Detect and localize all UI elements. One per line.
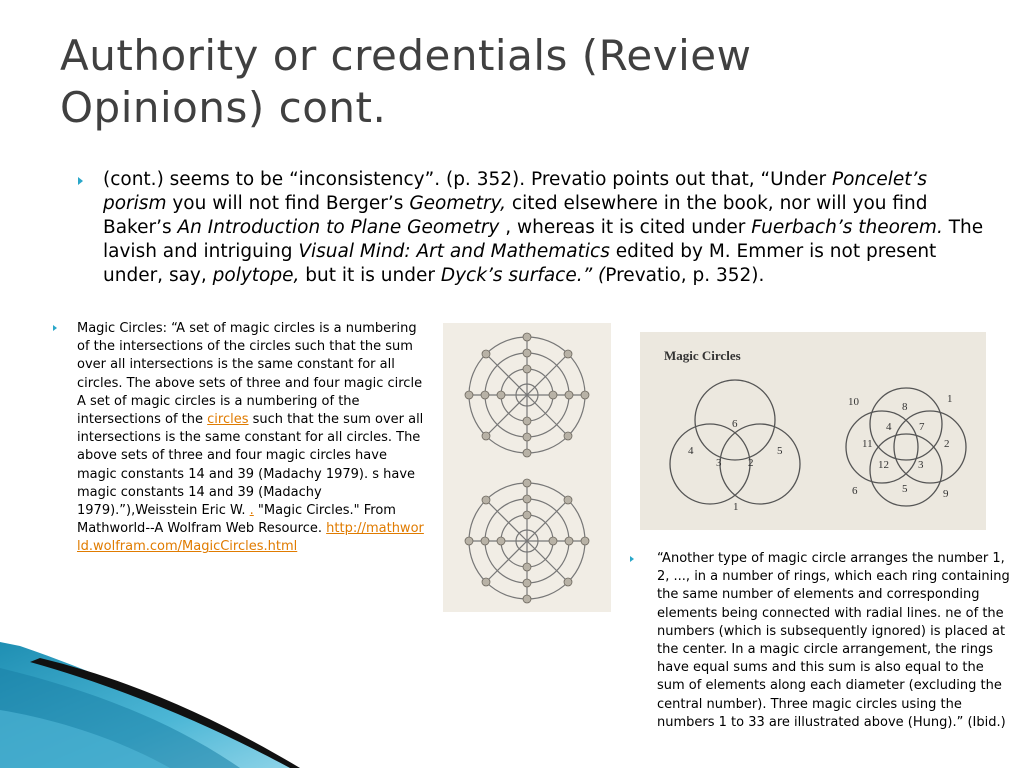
text-run: , whereas it is cited under: [499, 217, 752, 238]
text-run: such that the sum over all intersections is the same constant for all circles. The above sets of three and four magic circles have magic constants 14 and 39 (Madachy 1979). s have magic constants 14 and 39 (Madachy 1979).”),Weisstein Eric W.: [77, 412, 424, 519]
bullet-arrow-icon: [630, 556, 634, 562]
text-run: you will not find Berger’s: [166, 193, 410, 214]
label-4c: 11: [862, 438, 873, 450]
label-3c: 4: [688, 445, 694, 457]
main-bullet-text: [103, 168, 993, 288]
label-4c: 10: [848, 396, 859, 408]
label-3c: 3: [716, 457, 722, 469]
label-4c: 1: [947, 393, 953, 405]
label-4c: 9: [943, 488, 949, 500]
another-magic-circle-text: “Another type of magic circle arranges the number 1, 2, ..., in a number of rings, which each ring containing the same number of elements and corresponding elements being connected with radial lines. ne of the numbers (which is subsequently ignored) is placed at the center. In a magic circle arrangement, the rings have equal sums and this sum is also equal to the sum of elements along each diameter (excluding the central number). Three magic circles using the numbers 1 to 33 are illustrated above (Hung).” (Ibid.): [657, 551, 1010, 730]
italic-run: Visual Mind: Art and Mathematics: [298, 241, 610, 262]
figure-heading: Magic Circles: [664, 348, 741, 363]
italic-run: Geometry,: [409, 193, 507, 214]
text-run: edited by M. Emmer is not present under, say,: [103, 241, 937, 286]
circles-link[interactable]: circles: [207, 412, 249, 428]
text-run: The lavish and intriguing: [103, 217, 984, 262]
dot-link[interactable]: .: [249, 503, 254, 519]
text-run: but it is under: [299, 265, 441, 286]
text-run: cited elsewhere in the book, nor will you find Baker’s: [103, 193, 928, 238]
mathworld-link[interactable]: http://mathworld.wolfram.com/MagicCircles.html: [77, 521, 424, 555]
slide-title: Authority or credentials (Review Opinions) cont.: [60, 31, 752, 132]
text-run: (cont.) seems to be “inconsistency”. (p. 352). Prevatio points out that, “Under: [103, 169, 832, 190]
text-run: "Magic Circles." From Mathworld--A Wolfram Web Resource.: [77, 503, 396, 537]
label-4c: 7: [919, 421, 925, 433]
label-4c: 4: [886, 421, 892, 433]
italic-run: An Introduction to Plane Geometry: [177, 217, 500, 238]
label-3c: 6: [732, 418, 738, 430]
italic-run: Poncelet’s porism: [103, 169, 928, 214]
bullet-arrow-icon: [78, 177, 83, 185]
italic-run: polytope,: [212, 265, 300, 286]
magic-circles-diagram: [640, 332, 986, 530]
text-run: Prevatio, p. 352).: [605, 265, 765, 286]
label-4c: 6: [852, 485, 858, 497]
label-3c: 1: [733, 501, 739, 513]
bullet-arrow-icon: [53, 325, 57, 331]
italic-run: Fuerbach’s theorem.: [751, 217, 943, 238]
text-run: Magic Circles: “A set of magic circles is a numbering of the intersections of the circles such that the sum over all intersections is the same constant for all circles. The above sets of three and four magic circle A set of magic circles is a numbering of the intersections of the: [77, 321, 423, 428]
label-3c: 2: [748, 457, 754, 469]
italic-run: Dyck’s surface.” (: [440, 265, 606, 286]
magic-circles-definition: [77, 320, 427, 557]
magic-circles-figure: [640, 332, 986, 530]
concentric-magic-circles-image: [443, 323, 611, 612]
concentric-rings-diagram: [443, 323, 611, 612]
label-4c: 12: [878, 459, 889, 471]
decorative-swoosh: [0, 620, 300, 768]
label-4c: 8: [902, 401, 908, 413]
label-4c: 2: [944, 438, 950, 450]
label-4c: 5: [902, 483, 908, 495]
label-4c: 3: [918, 459, 924, 471]
label-3c: 5: [777, 445, 783, 457]
